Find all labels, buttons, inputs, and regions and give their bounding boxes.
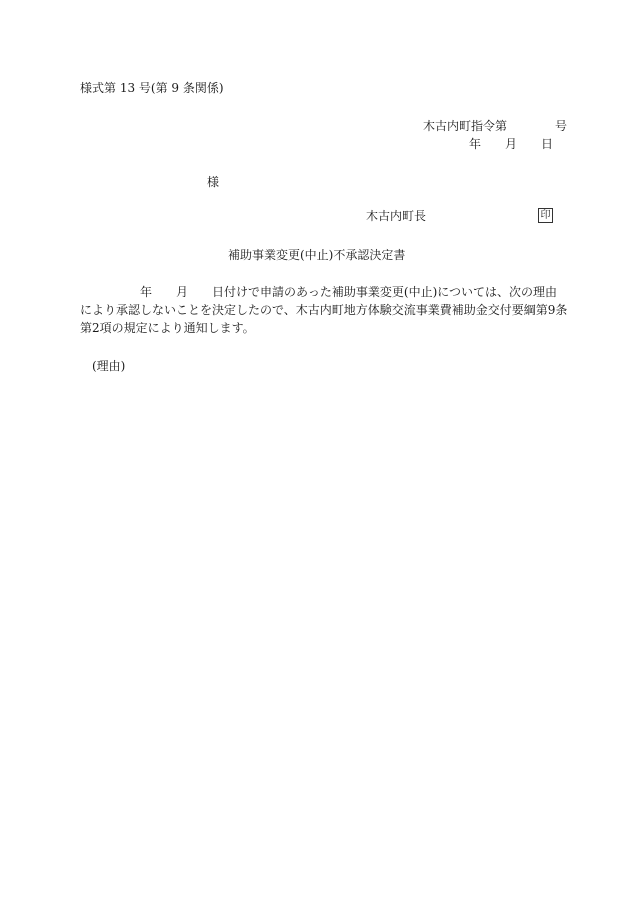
- body-line: 第2項の規定により通知します。: [80, 321, 255, 335]
- addressee-suffix: 様: [207, 175, 220, 189]
- body-line: 年 月 日付けで申請のあった補助事業変更(中止)については、次の理由: [80, 285, 558, 299]
- reference-number: 木古内町指令第 号: [423, 119, 568, 133]
- body-text: [80, 285, 568, 346]
- date-line: 年 月 日: [469, 137, 554, 151]
- form-number: 様式第 13 号(第 9 条関係): [80, 81, 224, 95]
- body-line: により承認しないことを決定したので、木古内町地方体験交流事業費補助金交付要綱第9条: [80, 303, 568, 317]
- issuer-name: 木古内町長: [366, 209, 427, 223]
- document-title: 補助事業変更(中止)不承認決定書: [228, 248, 406, 262]
- reason-label: (理由): [92, 359, 126, 373]
- seal-mark: 印: [538, 208, 553, 223]
